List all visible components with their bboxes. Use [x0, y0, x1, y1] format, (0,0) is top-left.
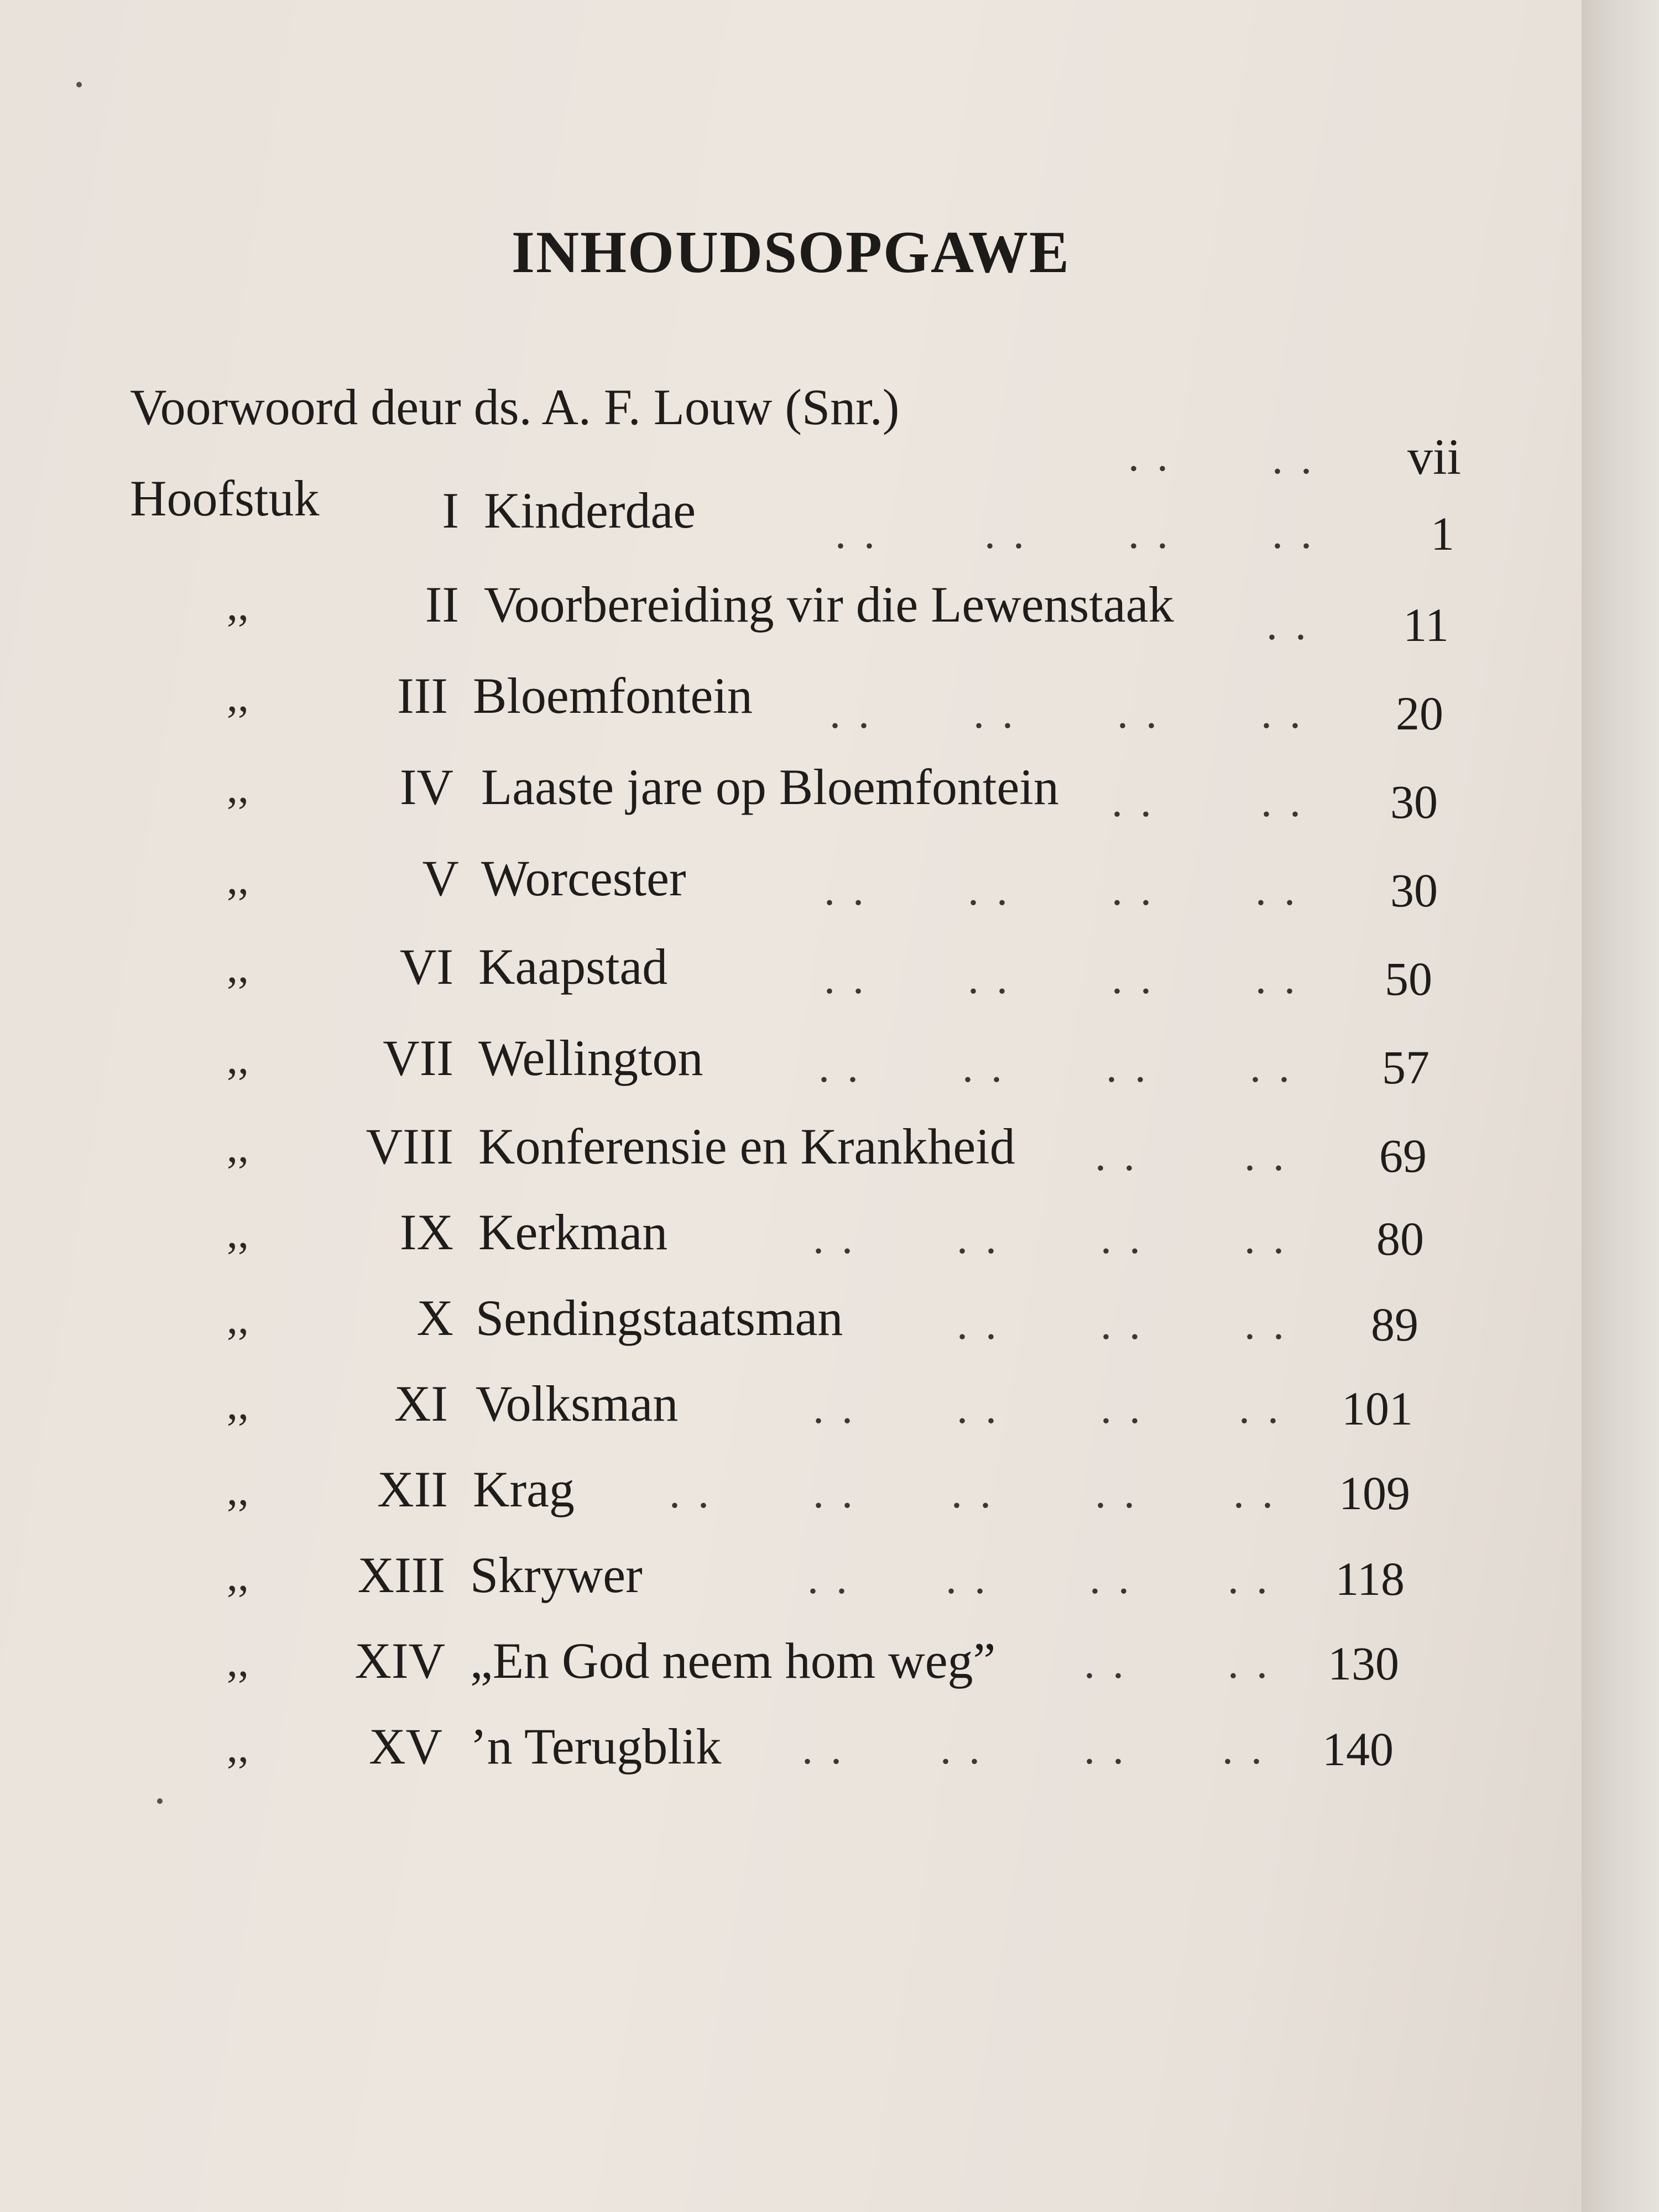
dot-leader: . .	[1261, 778, 1304, 826]
dot-leader: . .	[1244, 1131, 1287, 1180]
chapter-number: VIII	[366, 1118, 453, 1175]
dot-leader: . .	[835, 509, 878, 558]
dot-leader: . .	[830, 689, 873, 738]
preface-page-number: vii	[1407, 429, 1462, 485]
paper-speck	[76, 82, 82, 87]
chapter-title: Worcester	[481, 850, 686, 906]
chapter-page-number: 50	[1385, 952, 1432, 1005]
dot-leader: . .	[1084, 1639, 1127, 1688]
chapter-number: X	[416, 1290, 453, 1346]
dot-leader: . .	[1100, 1214, 1144, 1263]
dot-leader: . .	[1084, 1725, 1127, 1773]
dot-leader: . .	[1233, 1469, 1276, 1517]
dot-leader: . .	[1244, 1300, 1287, 1349]
page-edge-shadow	[1582, 0, 1659, 2212]
chapter-page-number: 101	[1342, 1382, 1413, 1435]
chapter-title: Wellington	[478, 1030, 703, 1086]
dot-leader: . .	[824, 954, 867, 1003]
chapter-title: ’n Terugblik	[470, 1718, 722, 1775]
dot-leader: . .	[813, 1214, 856, 1263]
dot-leader: . .	[973, 689, 1016, 738]
ditto-mark: ,,	[227, 855, 249, 904]
ditto-mark: ,,	[227, 1723, 249, 1772]
dot-leader: . .	[1095, 1131, 1138, 1180]
ditto-mark: ,,	[227, 1295, 249, 1343]
chapter-title: Laaste jare op Bloemfontein	[481, 759, 1059, 815]
dot-leader: . .	[1244, 1214, 1287, 1263]
chapter-page-number: 30	[1390, 775, 1438, 828]
dot-leader: . .	[1228, 1554, 1271, 1603]
chapter-page-number: 118	[1335, 1552, 1405, 1605]
dot-leader: . .	[802, 1725, 845, 1773]
dot-leader: . .	[962, 1043, 1005, 1092]
dot-leader: . .	[1117, 689, 1160, 738]
chapter-page-number: 89	[1371, 1298, 1418, 1351]
dot-leader: . .	[951, 1469, 994, 1517]
dot-leader: . .	[1095, 1469, 1138, 1517]
dot-leader: . .	[1222, 1725, 1265, 1773]
dot-leader: . .	[1266, 601, 1310, 649]
dot-leader: . .	[957, 1384, 1000, 1433]
chapter-page-number: 109	[1339, 1467, 1410, 1520]
dot-leader: . .	[1272, 509, 1315, 558]
ditto-mark: ,,	[227, 943, 249, 992]
chapter-page-number: 130	[1328, 1637, 1399, 1690]
chapter-title: Kerkman	[478, 1204, 668, 1260]
chapter-page-number: 20	[1396, 687, 1443, 740]
dot-leader: . .	[946, 1554, 989, 1603]
chapter-number: XV	[369, 1718, 442, 1775]
dot-leader: . .	[1106, 1043, 1149, 1092]
ditto-mark: ,,	[227, 581, 249, 630]
dot-leader: . .	[1089, 1554, 1133, 1603]
dot-leader: . .	[957, 1300, 1000, 1349]
ditto-mark: ,,	[227, 672, 249, 721]
dot-leader: . .	[1272, 435, 1315, 483]
chapter-page-number: 30	[1390, 864, 1438, 917]
dot-leader: . .	[1128, 432, 1171, 481]
ditto-mark: ,,	[227, 1552, 249, 1600]
chapter-title: Kinderdae	[484, 482, 696, 539]
chapter-number: XI	[394, 1375, 448, 1432]
chapter-page-number: 80	[1376, 1212, 1424, 1265]
chapter-title: Skrywer	[470, 1547, 643, 1603]
ditto-mark: ,,	[227, 1380, 249, 1429]
chapter-title: Konferensie en Krankheid	[478, 1118, 1015, 1175]
chapter-title: Krag	[473, 1461, 575, 1517]
dot-leader: . .	[1255, 954, 1298, 1003]
dot-leader: . .	[1261, 689, 1304, 738]
dot-leader: . .	[1112, 954, 1155, 1003]
dot-leader: . .	[968, 954, 1011, 1003]
ditto-mark: ,,	[227, 1123, 249, 1172]
page-title: INHOUDSOPGAWE	[511, 220, 1071, 285]
dot-leader: . .	[968, 866, 1011, 915]
dot-leader: . .	[1100, 1384, 1144, 1433]
chapter-number: VI	[399, 938, 453, 995]
chapter-title: Kaapstad	[478, 938, 668, 995]
dot-leader: . .	[1239, 1384, 1282, 1433]
dot-leader: . .	[1250, 1043, 1293, 1092]
chapter-number: V	[422, 850, 459, 906]
chapter-page-number: 69	[1379, 1129, 1427, 1182]
chapter-number: III	[397, 667, 448, 724]
chapter-number: I	[442, 482, 459, 539]
ditto-mark: ,,	[227, 1209, 249, 1258]
ditto-mark: ,,	[227, 1035, 249, 1083]
paper-speck	[157, 1798, 163, 1804]
dot-leader: . .	[1128, 509, 1171, 558]
dot-leader: . .	[669, 1469, 712, 1517]
dot-leader: . .	[940, 1725, 983, 1773]
chapter-number: XIII	[357, 1547, 445, 1603]
chapter-page-number: 57	[1382, 1041, 1430, 1094]
dot-leader: . .	[807, 1554, 851, 1603]
dot-leader: . .	[813, 1469, 856, 1517]
dot-leader: . .	[824, 866, 867, 915]
dot-leader: . .	[1100, 1300, 1144, 1349]
chapter-number: IV	[399, 759, 453, 815]
dot-leader: . .	[1112, 778, 1155, 826]
ditto-mark: ,,	[227, 764, 249, 812]
dot-leader: . .	[1112, 866, 1155, 915]
dot-leader: . .	[813, 1384, 856, 1433]
chapter-title: Sendingstaatsman	[476, 1290, 843, 1346]
dot-leader: . .	[984, 509, 1027, 558]
ditto-mark: ,,	[227, 1637, 249, 1686]
dot-leader: . .	[957, 1214, 1000, 1263]
dot-leader: . .	[818, 1043, 862, 1092]
chapter-number: XII	[377, 1461, 448, 1517]
preface-label: Voorwoord deur ds. A. F. Louw (Snr.)	[130, 379, 900, 435]
chapter-title: „En God neem hom weg”	[470, 1632, 996, 1689]
chapter-number: XIV	[354, 1632, 445, 1689]
chapter-title: Volksman	[476, 1375, 679, 1432]
chapter-title: Voorbereiding vir die Lewenstaak	[484, 576, 1174, 633]
chapter-page-number: 140	[1322, 1723, 1394, 1776]
chapter-number: IX	[399, 1204, 453, 1260]
dot-leader: . .	[1255, 866, 1298, 915]
dot-leader: . .	[1228, 1639, 1271, 1688]
chapter-number: II	[425, 576, 459, 633]
chapter-title: Bloemfontein	[473, 667, 753, 724]
chapter-page-number: 11	[1403, 598, 1449, 651]
ditto-mark: ,,	[227, 1466, 249, 1515]
chapter-word: Hoofstuk	[130, 470, 320, 526]
chapter-page-number: 1	[1431, 507, 1454, 560]
chapter-number: VII	[383, 1030, 453, 1086]
